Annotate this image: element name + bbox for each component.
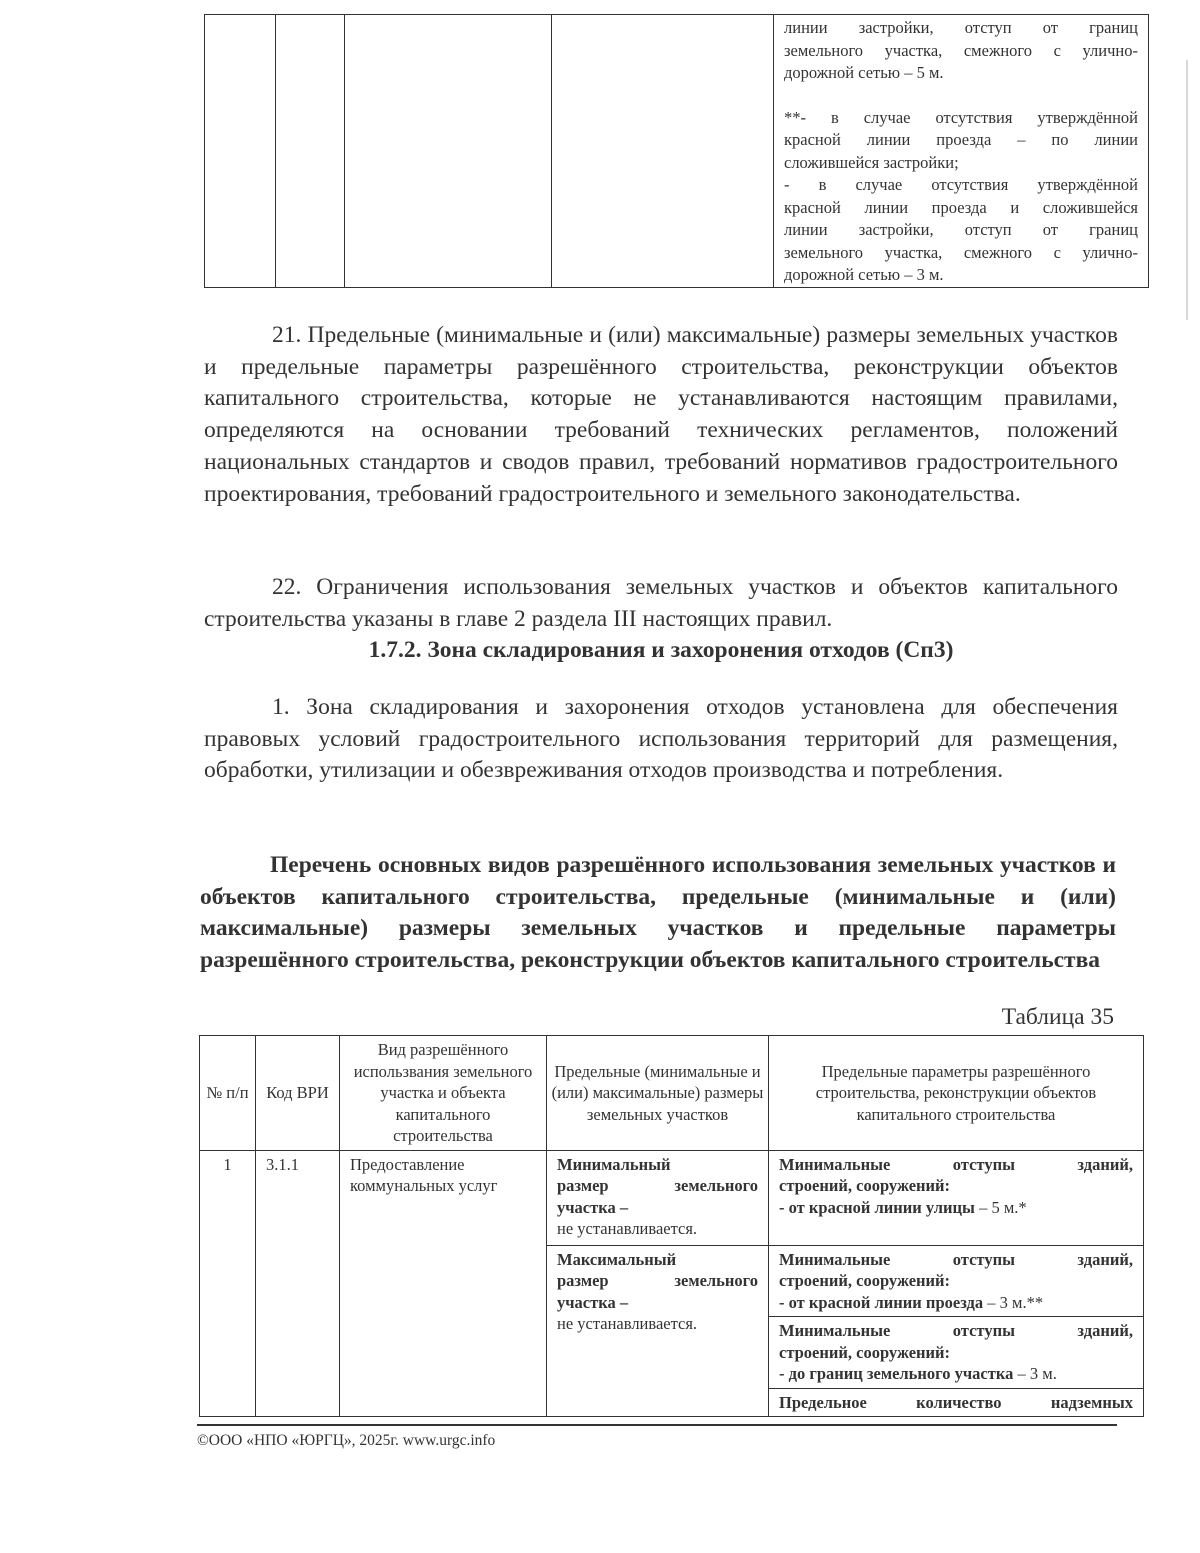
param-line bbox=[779, 1363, 1133, 1385]
header-params: Предельные параметры разрешённого строительства, реконструкции объектов капитального строительства bbox=[769, 1036, 1144, 1151]
scan-edge-mark bbox=[1186, 60, 1188, 320]
min-size-cell bbox=[547, 1150, 769, 1245]
table-row bbox=[205, 15, 1149, 288]
paragraph-22 bbox=[204, 572, 1118, 635]
note-line: - в случае отсутствия утверждённой bbox=[784, 175, 1138, 194]
param-line: Минимальные отступы зданий, bbox=[779, 1249, 1133, 1269]
param-line: Предельное количество надземных bbox=[779, 1392, 1133, 1412]
size-line: Минимальный bbox=[557, 1154, 671, 1174]
header-num: № п/п bbox=[200, 1036, 256, 1151]
note-line: сложившейся застройки; bbox=[784, 152, 959, 172]
param-line: строений, сооружений: bbox=[779, 1271, 951, 1290]
footer-copyright: ©ООО «НПО «ЮРГЦ», 2025г. www.urgc.info bbox=[197, 1432, 496, 1449]
note-line: дорожной сетью – 3 м. bbox=[784, 265, 944, 284]
param-cell bbox=[769, 1317, 1144, 1389]
paragraph-text: 1. Зона складирования и захоронения отходов установлена для обеспечения правовых условий градостроительного использования территорий для размещения, обработки, утилизации и обезвреживания отходов производства и потребления. bbox=[204, 694, 1118, 784]
note-line: красной линии проезда – по линии bbox=[784, 130, 1138, 149]
param-line: Минимальные отступы зданий, bbox=[779, 1321, 1133, 1340]
size-line: Максимальный bbox=[557, 1249, 677, 1269]
param-cell bbox=[769, 1388, 1144, 1417]
paragraph-21 bbox=[204, 320, 1118, 510]
table-cell bbox=[276, 15, 345, 288]
paragraph-1 bbox=[204, 692, 1118, 787]
footer-divider bbox=[197, 1424, 1117, 1426]
list-title bbox=[200, 850, 1116, 976]
header-sizes: Предельные (минимальные и (или) максимальные) размеры земельных участков bbox=[547, 1036, 769, 1151]
param-line bbox=[779, 1292, 1133, 1314]
max-size-cell bbox=[547, 1245, 769, 1417]
param-cell bbox=[769, 1150, 1144, 1245]
param-line: строений, сооружений: bbox=[779, 1342, 951, 1362]
note-line: линии застройки, отступ от границ bbox=[784, 18, 1138, 37]
paragraph-text: 22. Ограничения использования земельных участков и объектов капитального строительства указаны в главе 2 раздела III настоящих правил. bbox=[204, 574, 1118, 632]
note-line: красной линии проезда и сложившейся bbox=[784, 197, 1138, 217]
note-line: земельного участка, смежного с улично- bbox=[784, 40, 1138, 60]
param-line: строений, сооружений: bbox=[779, 1176, 951, 1195]
param-value: – 3 м. bbox=[1013, 1364, 1057, 1383]
row-code: 3.1.1 bbox=[256, 1150, 340, 1417]
param-value: – 5 м.* bbox=[974, 1197, 1027, 1217]
table-cell bbox=[205, 15, 276, 288]
table-row bbox=[200, 1150, 1144, 1245]
row-type: Предоставление коммунальных услуг bbox=[340, 1150, 547, 1417]
table-cell bbox=[345, 15, 552, 288]
size-line: размер земельного bbox=[557, 1271, 758, 1290]
table-caption: Таблица 35 bbox=[1001, 1004, 1114, 1030]
note-line: дорожной сетью – 5 м. bbox=[784, 63, 944, 82]
param-line: Минимальные отступы зданий, bbox=[779, 1154, 1133, 1174]
table-cell bbox=[552, 15, 774, 288]
header-type: Вид разрешённого использвания земельного участка и объекта капитального строительства bbox=[340, 1036, 547, 1151]
param-bold: - от красной линии улицы bbox=[779, 1197, 975, 1217]
size-note: не устанавливается. bbox=[557, 1314, 698, 1333]
note-line: **- в случае отсутствия утверждённой bbox=[784, 107, 1138, 127]
size-note: не устанавливается. bbox=[557, 1219, 698, 1238]
param-line bbox=[779, 1197, 1133, 1219]
row-num: 1 bbox=[200, 1150, 256, 1417]
paragraph-text: 21. Предельные (минимальные и (или) максимальные) размеры земельных участков и предельные параметры разрешённого строительства, реконструкции объектов капитального строительства, которые не устанавливаются настоящим правилами, определяются на основании требований технических регламентов, положений национальных стандартов и сводов правил, требований нормативов градостроительного проектирования, требований градостроительного и земельного законодательства. bbox=[204, 322, 1118, 507]
permitted-use-table bbox=[199, 1035, 1144, 1417]
param-value: – 3 м.** bbox=[983, 1292, 1044, 1312]
param-bold: - от красной линии проезда bbox=[779, 1292, 984, 1312]
note-line: земельного участка, смежного с улично- bbox=[784, 242, 1138, 262]
table-header-row bbox=[200, 1036, 1144, 1151]
size-line: размер земельного bbox=[557, 1176, 758, 1195]
size-line: участка – bbox=[557, 1292, 629, 1312]
table-cell-params bbox=[774, 15, 1149, 288]
note-line: линии застройки, отступ от границ bbox=[784, 220, 1138, 239]
param-bold: - до границ земельного участка bbox=[779, 1364, 1014, 1383]
header-code: Код ВРИ bbox=[256, 1036, 340, 1151]
section-heading: 1.7.2. Зона складирования и захоронения отходов (Сп3) bbox=[368, 637, 954, 663]
size-line: участка – bbox=[557, 1197, 629, 1217]
continued-table bbox=[204, 14, 1149, 288]
list-title-text: Перечень основных видов разрешённого использования земельных участков и объектов капитального строительства, предельные (минимальные и (или) максимальные) размеры земельных участков и предельные параметры разрешённого строительства, реконструкции объектов капитального строительства bbox=[200, 852, 1116, 973]
param-cell bbox=[769, 1245, 1144, 1317]
